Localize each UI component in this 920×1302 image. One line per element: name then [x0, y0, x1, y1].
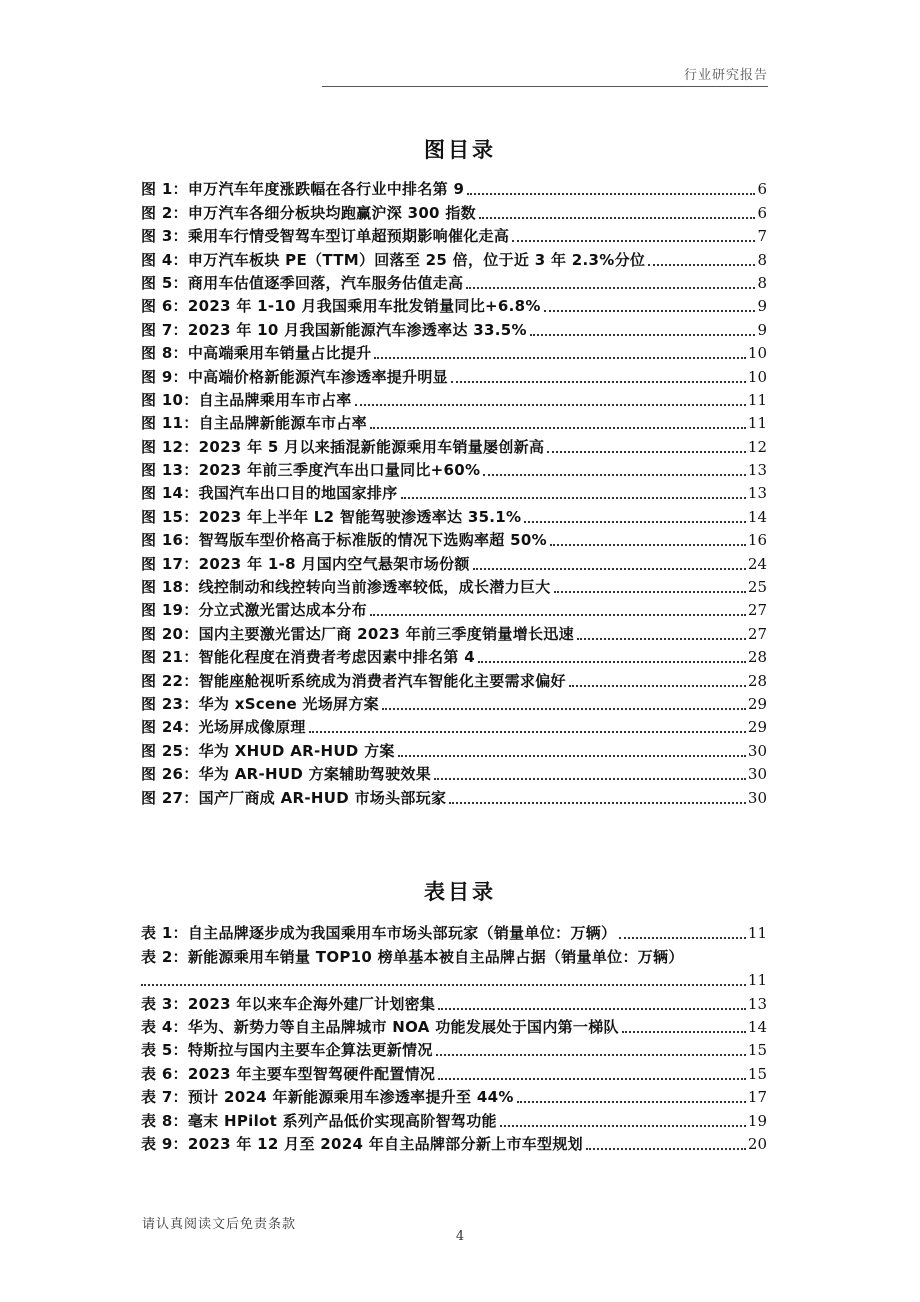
dot-leader: [547, 451, 746, 453]
toc-entry[interactable]: [141, 920, 767, 943]
dot-leader: [473, 568, 746, 570]
toc-entry[interactable]: [141, 990, 767, 1013]
toc-entry[interactable]: [141, 527, 767, 550]
toc-entry-page: 9: [757, 297, 767, 316]
dot-leader: [466, 287, 755, 289]
toc-entry-label: 图 4：申万汽车板块 PE（TTM）回落至 25 倍，位于近 3 年 2.3%分位: [141, 250, 646, 269]
toc-entry-page: 11: [747, 971, 767, 990]
toc-entry[interactable]: [141, 691, 767, 714]
toc-entry[interactable]: [141, 1131, 767, 1154]
toc-entry[interactable]: [141, 270, 767, 293]
toc-entry-page: 30: [747, 741, 767, 760]
dot-leader: [648, 264, 755, 266]
toc-entry[interactable]: [141, 1107, 767, 1130]
disclaimer-note: 请认真阅读文后免责条款: [142, 1217, 297, 1232]
toc-entry[interactable]: [141, 644, 767, 667]
figures-toc-list: [141, 176, 767, 808]
toc-entry-label: 图 15：2023 年上半年 L2 智能驾驶渗透率达 35.1%: [141, 507, 522, 526]
dot-leader: [451, 381, 746, 383]
dot-leader: [577, 638, 746, 640]
toc-entry-page: 25: [747, 578, 767, 597]
toc-entry-page: 28: [747, 648, 767, 667]
toc-entry[interactable]: [141, 340, 767, 363]
toc-entry-label: 图 23：华为 xScene 光场屏方案: [141, 694, 379, 713]
toc-entry-label: 图 25：华为 XHUD AR-HUD 方案: [141, 741, 395, 760]
toc-entry[interactable]: [141, 293, 767, 316]
dot-leader: [554, 591, 746, 593]
toc-entry-page: 9: [757, 320, 767, 339]
toc-entry-page: 29: [747, 718, 767, 737]
dot-leader: [619, 937, 746, 939]
dot-leader: [382, 708, 746, 710]
toc-entry-page: 19: [747, 1111, 767, 1130]
toc-entry[interactable]: [141, 550, 767, 573]
toc-entry-label: 图 12：2023 年 5 月以来插混新能源乘用车销量屡创新高: [141, 437, 545, 456]
toc-entry-page: 29: [747, 694, 767, 713]
toc-entry-label: 图 27：国产厂商成 AR-HUD 市场头部玩家: [141, 788, 447, 807]
toc-entry-label: 图 13：2023 年前三季度汽车出口量同比+60%: [141, 461, 481, 480]
toc-entry[interactable]: [141, 943, 767, 966]
figures-toc-title: 图目录: [424, 138, 496, 162]
toc-entry-label: 图 5：商用车估值逐季回落，汽车服务估值走高: [141, 273, 464, 292]
toc-entry-label: 图 10：自主品牌乘用车市占率: [141, 390, 352, 409]
toc-entry[interactable]: [141, 597, 767, 620]
dot-leader: [569, 685, 746, 687]
toc-entry-label: 图 14：我国汽车出口目的地国家排序: [141, 484, 398, 503]
dot-leader: [500, 1125, 746, 1127]
toc-entry-page: 27: [747, 601, 767, 620]
toc-entry-page: 6: [757, 180, 767, 199]
toc-entry-page: 7: [757, 227, 767, 246]
toc-entry-label: 图 19：分立式激光雷达成本分布: [141, 601, 367, 620]
toc-entry-label: 表 9：2023 年 12 月至 2024 年自主品牌部分新上市车型规划: [141, 1134, 583, 1153]
toc-entry-label: 表 1：自主品牌逐步成为我国乘用车市场头部玩家（销量单位：万辆）: [141, 924, 617, 943]
toc-entry[interactable]: [141, 433, 767, 456]
toc-entry-page: 16: [747, 531, 767, 550]
toc-entry-page: 15: [747, 1041, 767, 1060]
dot-leader: [374, 357, 745, 359]
toc-entry-page: 17: [747, 1088, 767, 1107]
toc-entry[interactable]: [141, 363, 767, 386]
toc-entry[interactable]: [141, 503, 767, 526]
dot-leader: [512, 240, 755, 242]
toc-entry-page: 20: [747, 1134, 767, 1153]
toc-entry[interactable]: [141, 1060, 767, 1083]
toc-entry[interactable]: [141, 223, 767, 246]
dot-leader: [438, 1078, 746, 1080]
toc-entry[interactable]: [141, 620, 767, 643]
toc-entry-page: 14: [747, 507, 767, 526]
toc-entry-page: 27: [747, 624, 767, 643]
toc-entry-page: 11: [747, 414, 767, 433]
toc-entry[interactable]: [141, 410, 767, 433]
dot-leader: [355, 404, 746, 406]
toc-entry-label: 表 4：华为、新势力等自主品牌城市 NOA 功能发展处于国内第一梯队: [141, 1017, 619, 1036]
toc-entry[interactable]: [141, 714, 767, 737]
toc-entry-page: 13: [747, 461, 767, 480]
toc-entry-label: 图 1：申万汽车年度涨跌幅在各行业中排名第 9: [141, 180, 465, 199]
toc-entry[interactable]: [141, 316, 767, 339]
toc-entry-page: 24: [747, 554, 767, 573]
toc-entry[interactable]: [141, 457, 767, 480]
dot-leader: [141, 984, 746, 986]
dot-leader: [622, 1031, 746, 1033]
toc-entry-label: 图 20：国内主要激光雷达厂商 2023 年前三季度销量增长迅速: [141, 624, 574, 643]
toc-entry-label: 表 7：预计 2024 年新能源乘用车渗透率提升至 44%: [141, 1088, 514, 1107]
dot-leader: [517, 1101, 746, 1103]
page-number: 4: [455, 1229, 465, 1244]
header-divider: [322, 86, 768, 87]
dot-leader: [438, 1008, 746, 1010]
toc-entry[interactable]: [141, 199, 767, 222]
toc-entry-label: 表 6：2023 年主要车型智驾硬件配置情况: [141, 1064, 436, 1083]
toc-entry-page: 8: [757, 250, 767, 269]
toc-entry-label: 图 7：2023 年 10 月我国新能源汽车渗透率达 33.5%: [141, 320, 527, 339]
toc-entry-label: 图 9：中高端价格新能源汽车渗透率提升明显: [141, 367, 448, 386]
toc-entry-page: 12: [747, 437, 767, 456]
toc-entry-label: 图 17：2023 年 1-8 月国内空气悬架市场份额: [141, 554, 470, 573]
dot-leader: [478, 661, 746, 663]
toc-entry-label: 图 24：光场屏成像原理: [141, 718, 306, 737]
toc-entry[interactable]: [141, 387, 767, 410]
toc-entry-page: 10: [747, 344, 767, 363]
dot-leader: [309, 731, 746, 733]
toc-entry-page: 11: [747, 390, 767, 409]
dot-leader: [434, 778, 746, 780]
toc-entry[interactable]: [141, 784, 767, 807]
toc-entry[interactable]: [141, 1084, 767, 1107]
toc-entry-page: 6: [757, 203, 767, 222]
dot-leader: [370, 614, 746, 616]
dot-leader: [370, 427, 746, 429]
dot-leader: [467, 193, 755, 195]
toc-entry-page: 13: [747, 994, 767, 1013]
toc-entry-label: 表 8：毫末 HPilot 系列产品低价实现高阶智驾功能: [141, 1111, 497, 1130]
toc-entry-label: 表 5：特斯拉与国内主要车企算法更新情况: [141, 1041, 433, 1060]
toc-entry-label: 表 2：新能源乘用车销量 TOP10 榜单基本被自主品牌占据（销量单位：万辆）: [141, 947, 684, 966]
toc-entry-page: 30: [747, 765, 767, 784]
toc-entry-page: 13: [747, 484, 767, 503]
toc-entry-page: 28: [747, 671, 767, 690]
dot-leader: [550, 544, 746, 546]
toc-entry-page: 8: [757, 273, 767, 292]
report-type-label: 行业研究报告: [683, 68, 768, 83]
toc-entry[interactable]: [141, 246, 767, 269]
dot-leader: [398, 755, 746, 757]
tables-toc-list: [141, 920, 767, 1154]
toc-entry-label: 图 16：智驾版车型价格高于标准版的情况下选购率超 50%: [141, 531, 547, 550]
toc-entry-label: 图 11：自主品牌新能源车市占率: [141, 414, 367, 433]
dot-leader: [530, 334, 756, 336]
toc-entry[interactable]: [141, 737, 767, 760]
dot-leader: [449, 802, 746, 804]
toc-entry-page: 30: [747, 788, 767, 807]
dot-leader: [483, 474, 746, 476]
toc-entry-label: 图 18：线控制动和线控转向当前渗透率较低，成长潜力巨大: [141, 578, 551, 597]
toc-entry[interactable]: [141, 480, 767, 503]
toc-entry[interactable]: [141, 574, 767, 597]
tables-toc-title: 表目录: [424, 880, 496, 904]
toc-entry[interactable]: [141, 667, 767, 690]
toc-entry[interactable]: [141, 1014, 767, 1037]
toc-entry-label: 图 8：中高端乘用车销量占比提升: [141, 344, 372, 363]
toc-entry[interactable]: [141, 1037, 767, 1060]
dot-leader: [544, 310, 756, 312]
toc-entry-label: 图 2：申万汽车各细分板块均跑赢沪深 300 指数: [141, 203, 476, 222]
dot-leader: [401, 497, 746, 499]
dot-leader: [479, 217, 756, 219]
dot-leader: [586, 1148, 746, 1150]
toc-entry[interactable]: [141, 761, 767, 784]
toc-entry-label: 表 3：2023 年以来车企海外建厂计划密集: [141, 994, 436, 1013]
toc-entry-page: 11: [747, 924, 767, 943]
toc-entry-page: 10: [747, 367, 767, 386]
toc-entry-label: 图 6：2023 年 1-10 月我国乘用车批发销量同比+6.8%: [141, 297, 541, 316]
dot-leader: [436, 1054, 746, 1056]
toc-entry-label: 图 26：华为 AR-HUD 方案辅助驾驶效果: [141, 765, 432, 784]
toc-entry-label: 图 22：智能座舱视听系统成为消费者汽车智能化主要需求偏好: [141, 671, 566, 690]
toc-entry-label: 图 21：智能化程度在消费者考虑因素中排名第 4: [141, 648, 475, 667]
toc-entry-continuation[interactable]: [141, 967, 767, 990]
toc-entry[interactable]: [141, 176, 767, 199]
toc-entry-page: 15: [747, 1064, 767, 1083]
dot-leader: [524, 521, 746, 523]
toc-entry-label: 图 3：乘用车行情受智驾车型订单超预期影响催化走高: [141, 227, 510, 246]
toc-entry-page: 14: [747, 1017, 767, 1036]
